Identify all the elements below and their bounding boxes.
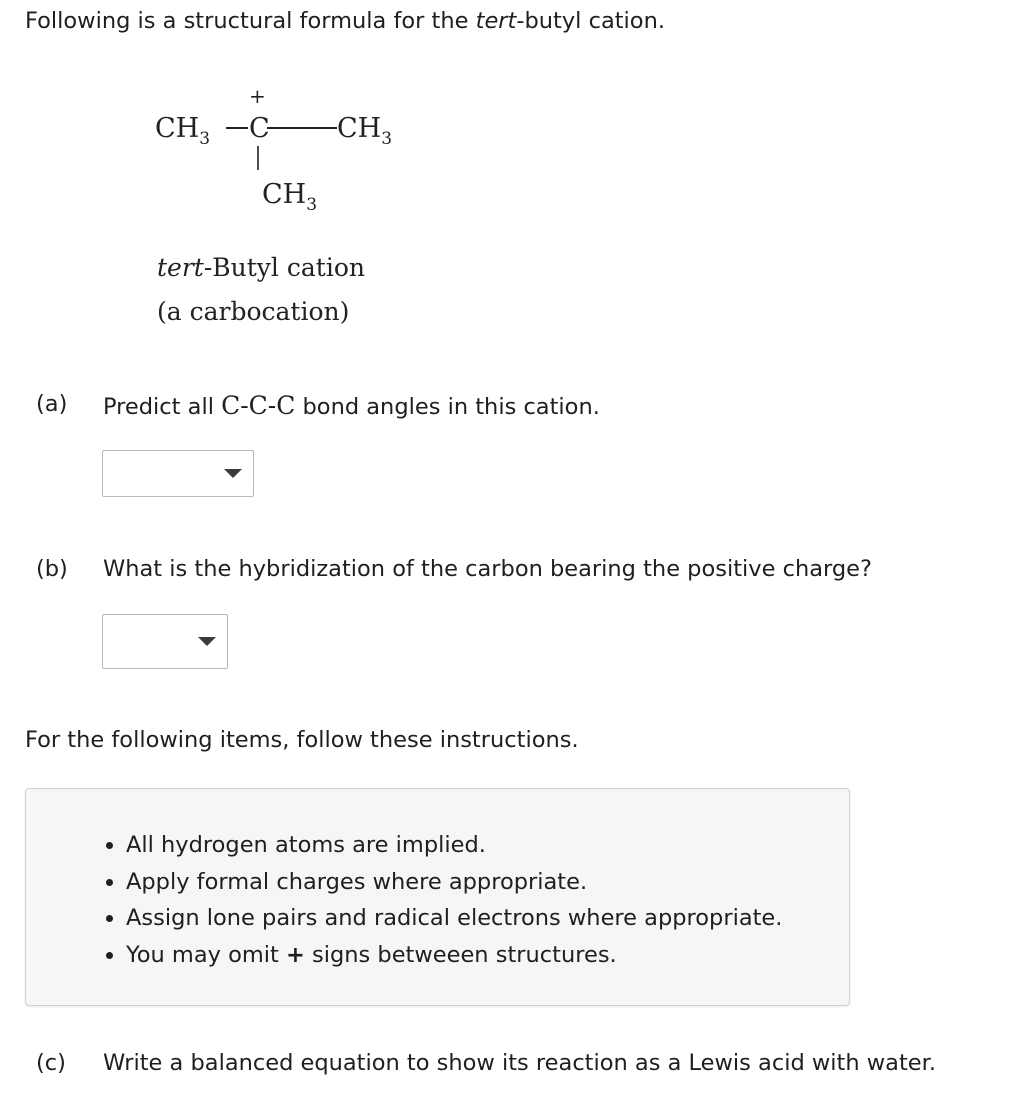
instruction-item: • Apply formal charges where appropriate. [126, 864, 782, 901]
intro-text [25, 8, 665, 34]
question-a-formula: C-C-C [221, 391, 296, 420]
instructions-list [98, 827, 782, 973]
question-c-text: Write a balanced equation to show its reaction as a Lewis acid with water. [103, 1050, 936, 1076]
question-a-text [103, 391, 600, 420]
caption-line-1-rest: -Butyl cation [203, 253, 365, 282]
caption-line-2: (a carbocation) [157, 297, 350, 326]
question-a-text-end: bond angles in this cation. [295, 394, 600, 420]
caption-italic-tert: tert [157, 253, 204, 282]
question-b-text: What is the hybridization of the carbon bearing the positive charge? [103, 556, 872, 582]
instruction-item-4-end: signs betweeen structures. [304, 941, 617, 968]
hybridization-dropdown[interactable] [102, 614, 228, 669]
question-a-text-start: Predict all [103, 394, 222, 420]
intro-italic-tert: tert [475, 8, 517, 34]
question-a-label: (a) [36, 391, 68, 417]
instruction-item-4-start: You may omit [126, 941, 287, 968]
caption-line-1 [157, 246, 365, 290]
formula-drawing [150, 78, 430, 228]
formula-left-group: $CH_3$ [155, 113, 211, 149]
instruction-item: • All hydrogen atoms are implied. [126, 827, 782, 864]
formula-positive-charge: + [249, 84, 266, 108]
instruction-item [126, 937, 782, 974]
instructions-heading: For the following items, follow these instructions. [25, 727, 579, 753]
instruction-item-4-bold: + [286, 941, 305, 968]
formula-bottom-group: $CH_3$ [262, 179, 318, 215]
question-c-label: (c) [36, 1050, 66, 1076]
instruction-item: • Assign lone pairs and radical electrons where appropriate. [126, 900, 782, 937]
formula-right-group: $CH_3$ [337, 113, 393, 149]
chevron-down-icon [224, 469, 242, 478]
instructions-box [25, 788, 850, 1006]
intro-text-start: Following is a structural formula for the [25, 8, 476, 34]
intro-text-end: -butyl cation. [516, 8, 665, 34]
bond-angle-dropdown[interactable] [102, 450, 254, 497]
formula-center-atom: C [249, 113, 270, 144]
formula-caption [157, 246, 365, 334]
question-b-label: (b) [36, 556, 68, 582]
chevron-down-icon [198, 637, 216, 646]
